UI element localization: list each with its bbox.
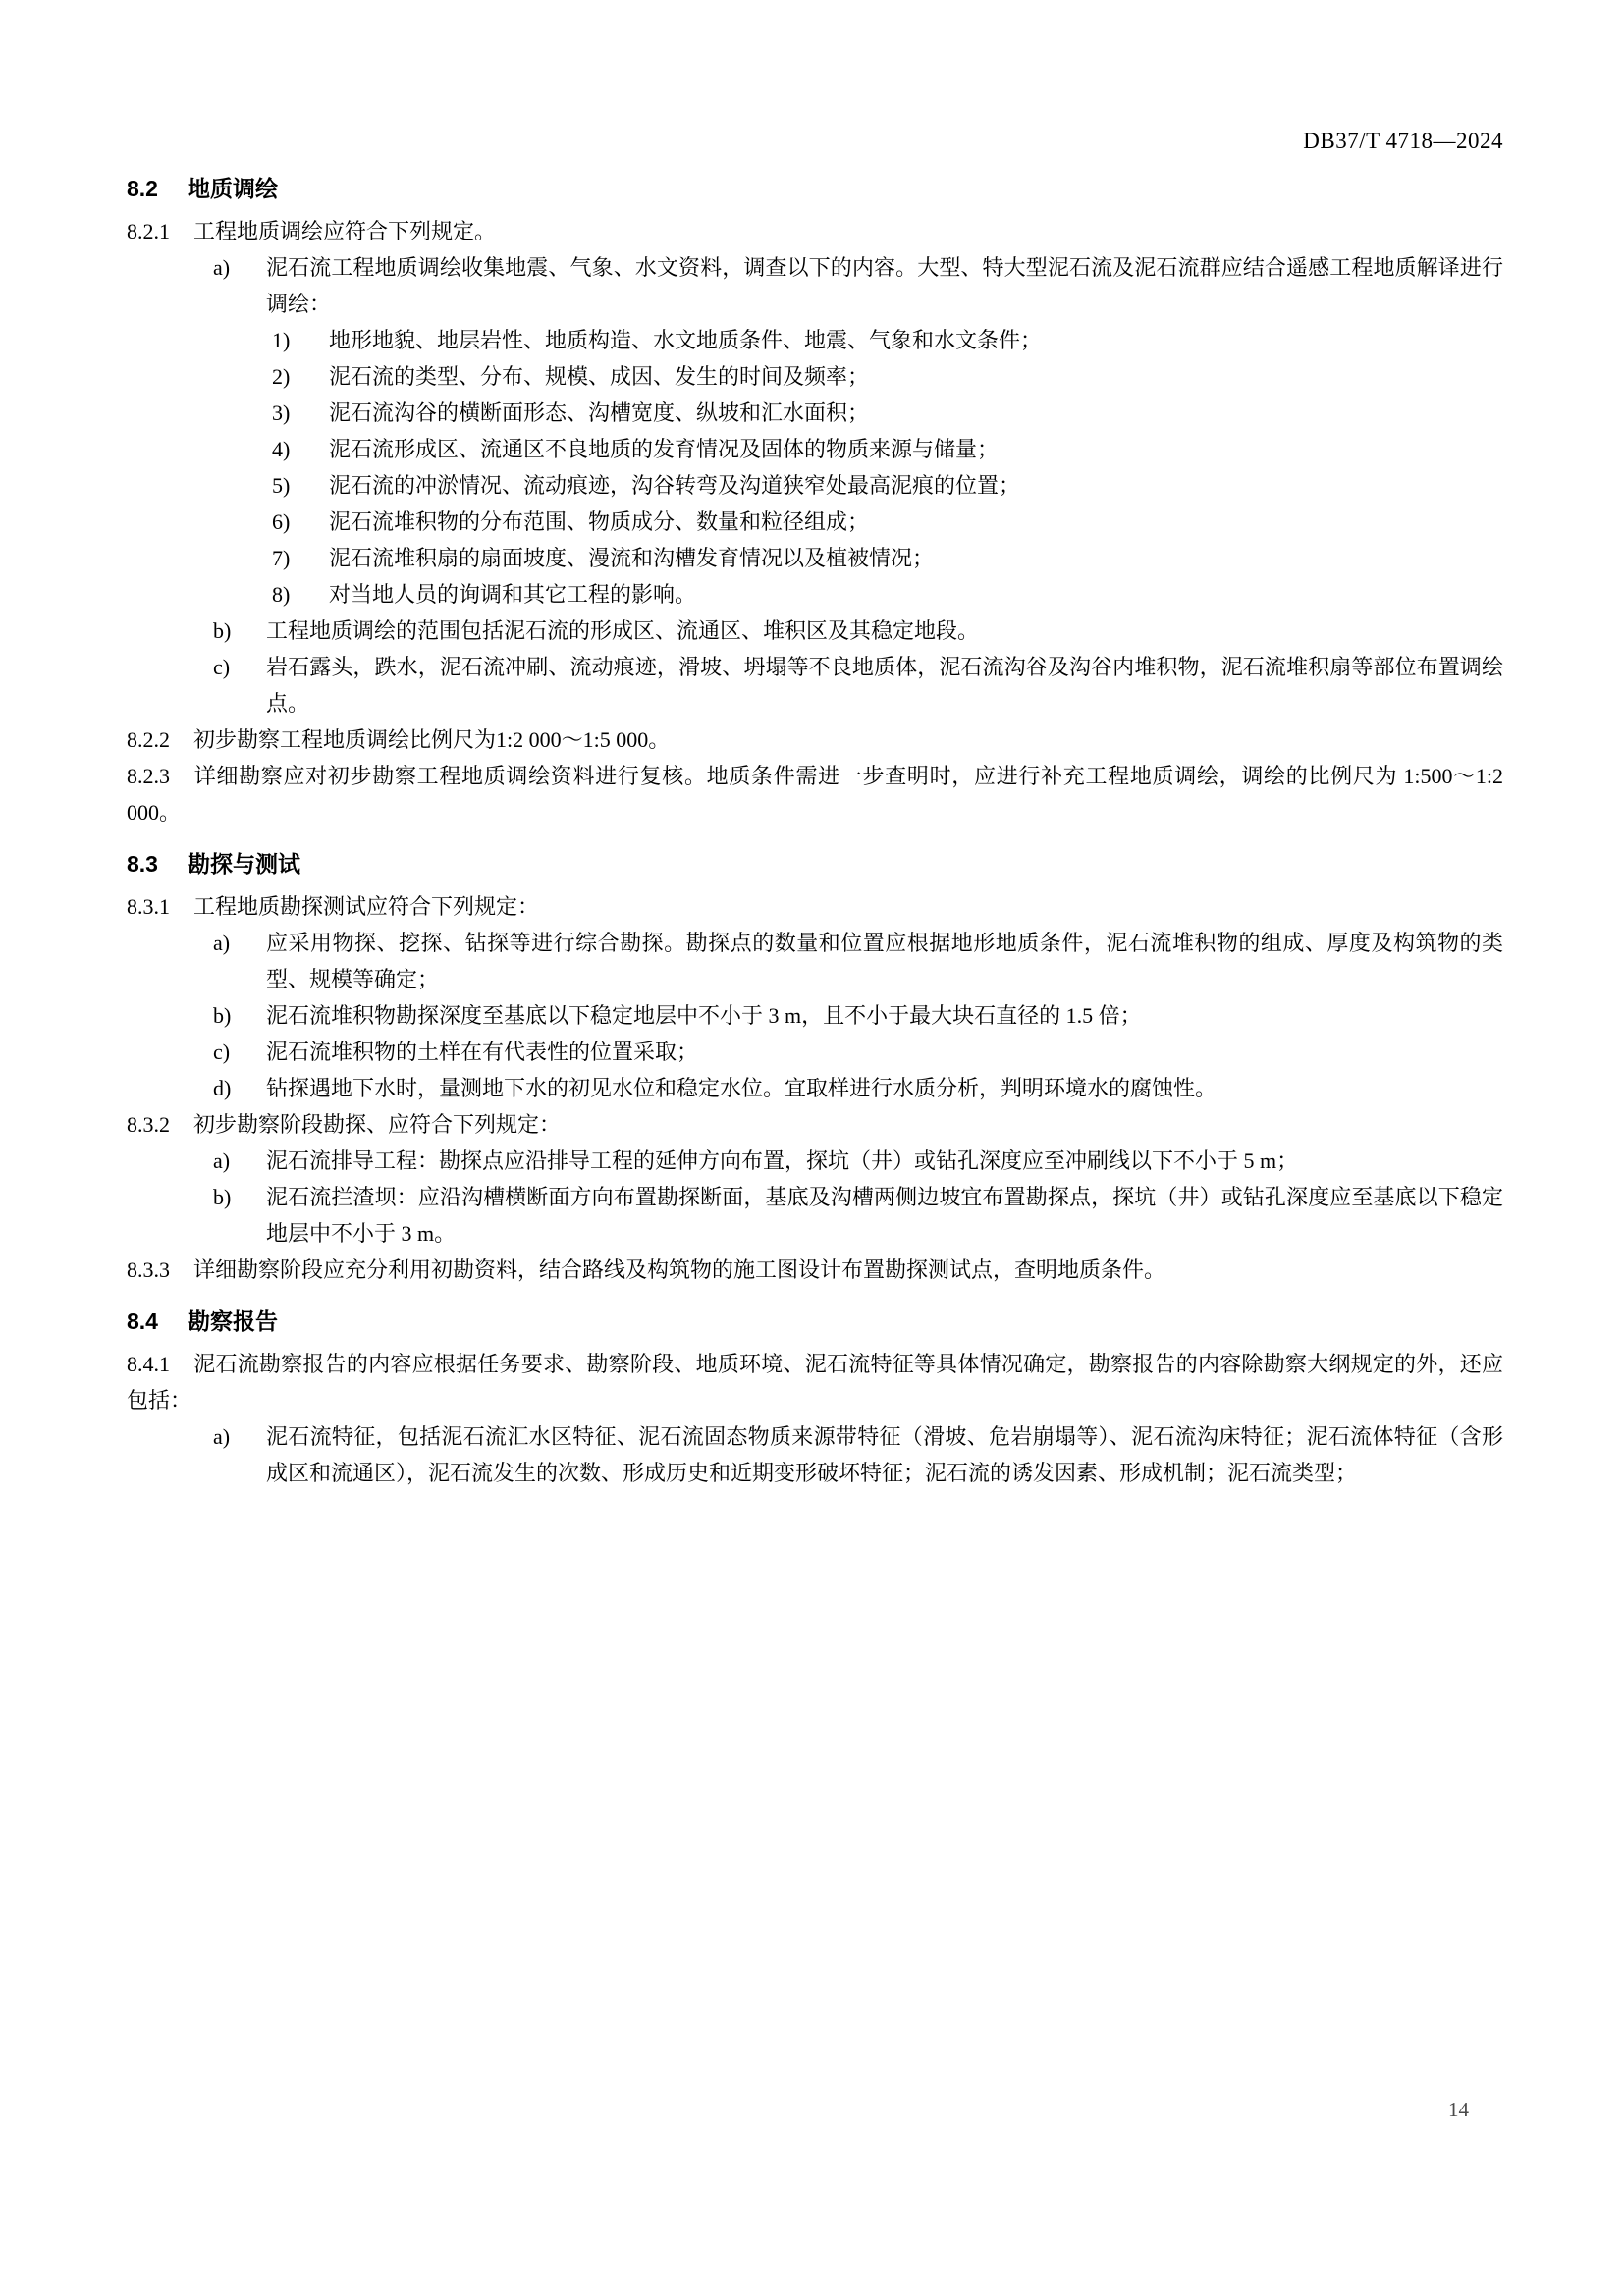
clause-text: 泥石流勘察报告的内容应根据任务要求、勘察阶段、地质环境、泥石流特征等具体情况确定，勘察报告的内容除勘察大纲规定的外，还应包括： — [127, 1352, 1503, 1413]
subitem-8-2-1-a-6 — [127, 504, 1503, 540]
clause-number: 8.2.1 — [127, 219, 170, 243]
item-8-3-2-a — [127, 1143, 1503, 1179]
item-8-3-1-c — [127, 1034, 1503, 1070]
clause-8-2-3 — [127, 758, 1503, 830]
clause-8-3-1 — [127, 888, 1503, 925]
subitem-8-2-1-a-4 — [127, 431, 1503, 467]
item-text: 钻探遇地下水时，量测地下水的初见水位和稳定水位。宜取样进行水质分析，判明环境水的腐蚀性。 — [266, 1076, 1218, 1100]
item-text: 工程地质调绘的范围包括泥石流的形成区、流通区、堆积区及其稳定地段。 — [266, 618, 980, 643]
subitem-label: 4) — [272, 437, 291, 461]
item-text: 泥石流工程地质调绘收集地震、气象、水文资料，调查以下的内容。大型、特大型泥石流及泥石流群应结合遥感工程地质解译进行调绘： — [266, 255, 1503, 316]
section-heading-8-4 — [127, 1304, 1503, 1340]
subitem-8-2-1-a-8 — [127, 576, 1503, 613]
item-label: a) — [213, 1424, 231, 1449]
item-label: a) — [213, 1148, 231, 1173]
subitem-label: 2) — [272, 364, 291, 389]
subitem-8-2-1-a-2 — [127, 358, 1503, 395]
clause-8-2-2 — [127, 721, 1503, 758]
clause-number: 8.2.2 — [127, 727, 170, 752]
clause-text: 详细勘察应对初步勘察工程地质调绘资料进行复核。地质条件需进一步查明时，应进行补充工程地质调绘，调绘的比例尺为 1:500～1:2 000。 — [127, 764, 1503, 825]
item-8-4-1-a — [127, 1418, 1503, 1491]
item-8-2-1-b — [127, 613, 1503, 649]
item-8-3-1-a — [127, 925, 1503, 997]
section-title: 地质调绘 — [187, 176, 278, 201]
page-content — [127, 128, 1503, 1491]
subitem-text: 泥石流堆积物的分布范围、物质成分、数量和粒径组成； — [329, 509, 870, 534]
subitem-label: 1) — [272, 328, 291, 352]
item-label: c) — [213, 1040, 231, 1064]
item-8-2-1-a — [127, 249, 1503, 322]
item-text: 泥石流排导工程：勘探点应沿排导工程的延伸方向布置，探坑（井）或钻孔深度应至冲刷线以下不小于 5 m； — [266, 1148, 1299, 1173]
section-number: 8.4 — [127, 1308, 158, 1334]
item-label: a) — [213, 255, 231, 280]
item-label: a) — [213, 931, 231, 955]
clause-8-3-2 — [127, 1106, 1503, 1143]
item-text: 泥石流堆积物勘探深度至基底以下稳定地层中不小于 3 m，且不小于最大块石直径的 1.5 倍； — [266, 1003, 1142, 1028]
clause-text: 初步勘察工程地质调绘比例尺为1:2 000～1:5 000。 — [193, 727, 671, 752]
item-text: 泥石流特征，包括泥石流汇水区特征、泥石流固态物质来源带特征（滑坡、危岩崩塌等）、泥石流沟床特征；泥石流体特征（含形成区和流通区），泥石流发生的次数、形成历史和近期变形破坏特征；泥石流的诱发因素、形成机制；泥石流类型； — [266, 1424, 1503, 1485]
clause-number: 8.4.1 — [127, 1352, 170, 1376]
subitem-text: 泥石流形成区、流通区不良地质的发育情况及固体的物质来源与储量； — [329, 437, 1000, 461]
subitem-label: 6) — [272, 509, 291, 534]
doc-code: DB37/T 4718—2024 — [1303, 129, 1503, 153]
item-text: 泥石流拦渣坝：应沿沟槽横断面方向布置勘探断面，基底及沟槽两侧边坡宜布置勘探点，探坑（井）或钻孔深度应至基底以下稳定地层中不小于 3 m。 — [266, 1185, 1503, 1246]
item-text: 应采用物探、挖探、钻探等进行综合勘探。勘探点的数量和位置应根据地形地质条件，泥石流堆积物的组成、厚度及构筑物的类型、规模等确定； — [266, 931, 1503, 991]
subitem-label: 7) — [272, 546, 291, 570]
section-heading-8-2 — [127, 171, 1503, 207]
item-label: c) — [213, 655, 231, 679]
clause-text: 初步勘察阶段勘探、应符合下列规定： — [193, 1112, 562, 1137]
clause-text: 详细勘察阶段应充分利用初勘资料，结合路线及构筑物的施工图设计布置勘探测试点，查明地质条件。 — [193, 1257, 1166, 1282]
clause-8-4-1 — [127, 1346, 1503, 1418]
item-label: d) — [213, 1076, 232, 1100]
section-number: 8.2 — [127, 176, 158, 201]
item-8-3-1-d — [127, 1070, 1503, 1106]
clause-number: 8.3.3 — [127, 1257, 170, 1282]
clause-number: 8.3.2 — [127, 1112, 170, 1137]
subitem-label: 8) — [272, 582, 291, 607]
clause-8-3-3 — [127, 1252, 1503, 1288]
section-number: 8.3 — [127, 851, 158, 877]
subitem-label: 5) — [272, 473, 291, 498]
item-text: 泥石流堆积物的土样在有代表性的位置采取； — [266, 1040, 699, 1064]
subitem-text: 泥石流的类型、分布、规模、成因、发生的时间及频率； — [329, 364, 870, 389]
subitem-label: 3) — [272, 400, 291, 425]
clause-text: 工程地质调绘应符合下列规定。 — [193, 219, 497, 243]
clause-text: 工程地质勘探测试应符合下列规定： — [193, 894, 540, 919]
subitem-text: 对当地人员的询调和其它工程的影响。 — [329, 582, 697, 607]
section-title: 勘察报告 — [187, 1308, 278, 1334]
clause-8-2-1 — [127, 213, 1503, 249]
subitem-text: 泥石流沟谷的横断面形态、沟槽宽度、纵坡和汇水面积； — [329, 400, 870, 425]
item-label: b) — [213, 1185, 232, 1209]
clause-number: 8.2.3 — [127, 764, 170, 788]
item-8-2-1-c — [127, 649, 1503, 721]
subitem-8-2-1-a-1 — [127, 322, 1503, 358]
section-title: 勘探与测试 — [187, 851, 300, 877]
item-label: b) — [213, 618, 232, 643]
clause-number: 8.3.1 — [127, 894, 170, 919]
item-text: 岩石露头，跌水，泥石流冲刷、流动痕迹，滑坡、坍塌等不良地质体，泥石流沟谷及沟谷内堆积物，泥石流堆积扇等部位布置调绘点。 — [266, 655, 1503, 716]
subitem-8-2-1-a-5 — [127, 467, 1503, 504]
section-heading-8-3 — [127, 846, 1503, 882]
page-number: 14 — [1448, 2098, 1469, 2121]
subitem-text: 泥石流的冲淤情况、流动痕迹，沟谷转弯及沟道狭窄处最高泥痕的位置； — [329, 473, 1021, 498]
item-8-3-1-b — [127, 997, 1503, 1034]
subitem-text: 泥石流堆积扇的扇面坡度、漫流和沟槽发育情况以及植被情况； — [329, 546, 935, 570]
item-8-3-2-b — [127, 1179, 1503, 1252]
subitem-8-2-1-a-7 — [127, 540, 1503, 576]
subitem-text: 地形地貌、地层岩性、地质构造、水文地质条件、地震、气象和水文条件； — [329, 328, 1043, 352]
subitem-8-2-1-a-3 — [127, 395, 1503, 431]
item-label: b) — [213, 1003, 232, 1028]
